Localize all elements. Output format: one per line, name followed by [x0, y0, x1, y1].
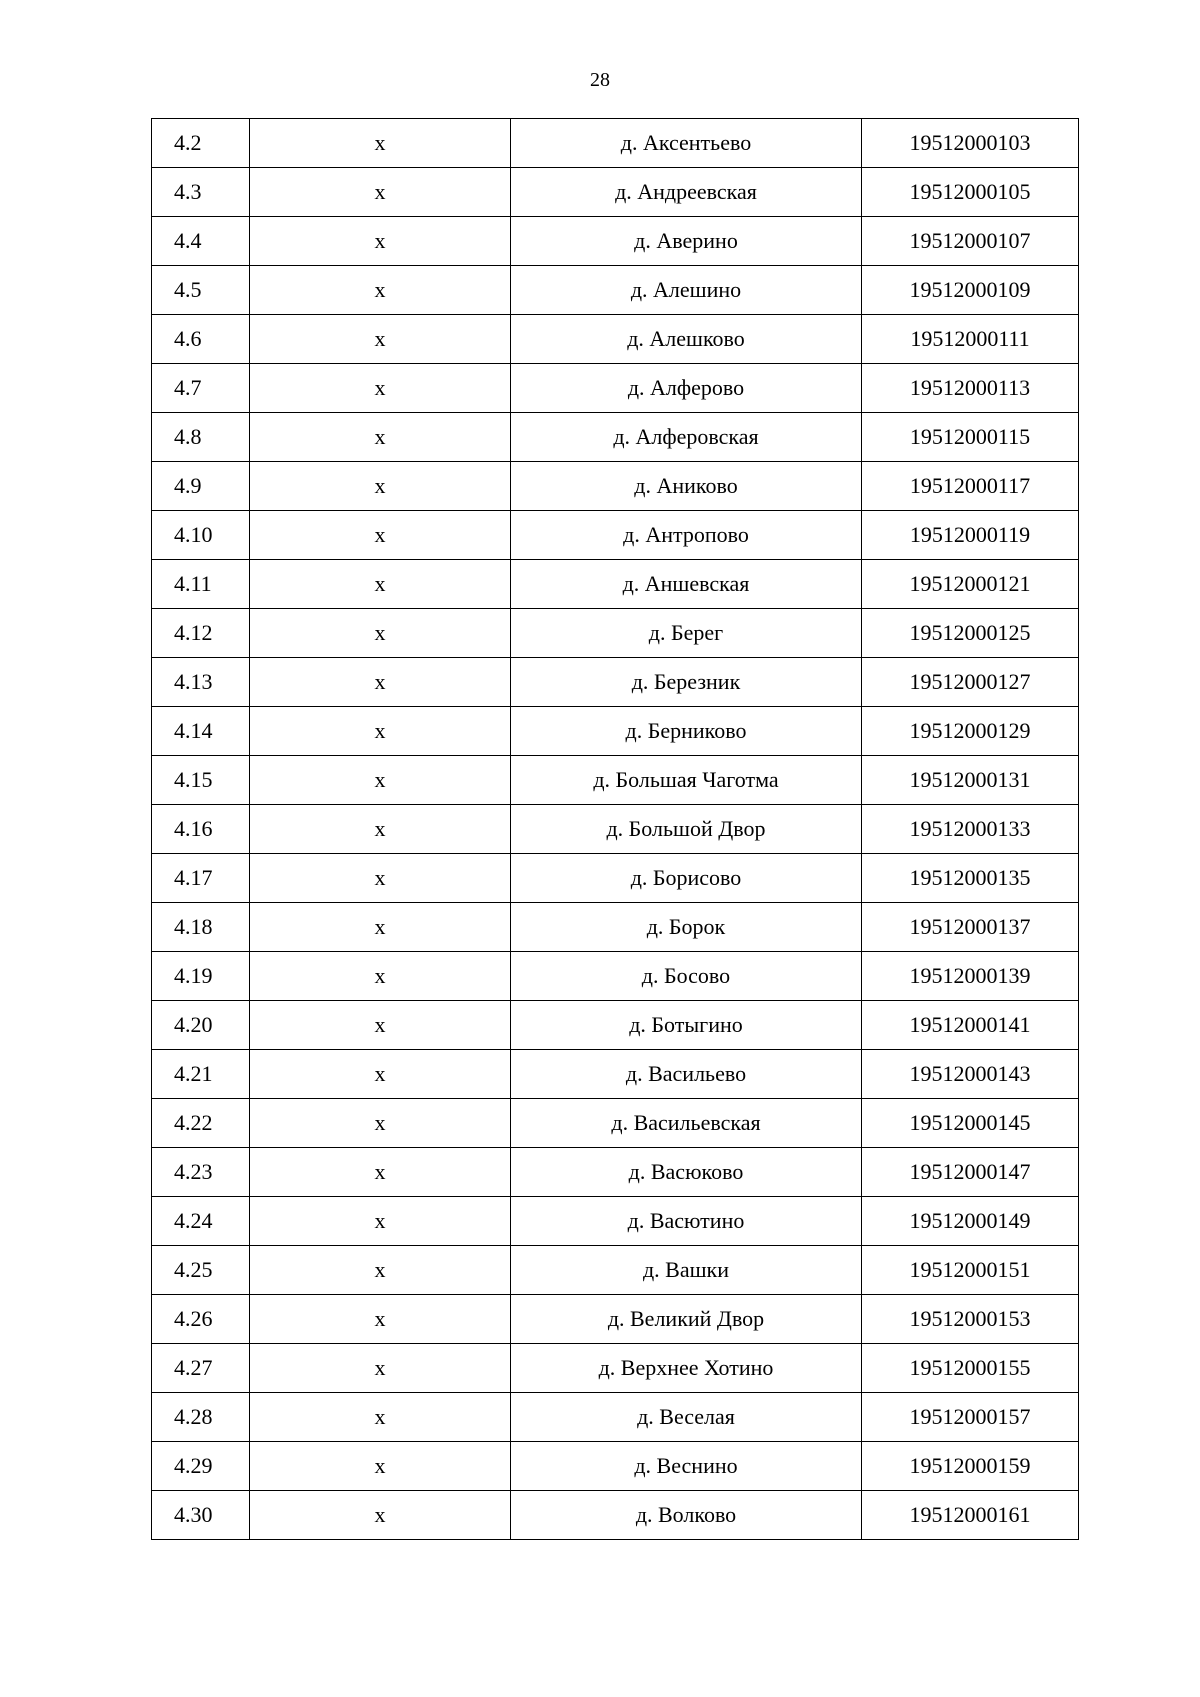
oktmo-code-cell: 19512000121: [862, 560, 1079, 609]
settlement-name-cell: д. Антропово: [511, 511, 862, 560]
row-number-cell: 4.6: [152, 315, 250, 364]
table-row: [152, 903, 1079, 952]
row-number-cell: 4.22: [152, 1099, 250, 1148]
oktmo-code-cell: 19512000109: [862, 266, 1079, 315]
mark-cell: x: [250, 315, 511, 364]
oktmo-code-cell: 19512000147: [862, 1148, 1079, 1197]
settlement-name-cell: д. Большой Двор: [511, 805, 862, 854]
oktmo-code-cell: 19512000149: [862, 1197, 1079, 1246]
oktmo-code-cell: 19512000151: [862, 1246, 1079, 1295]
table-row: [152, 1148, 1079, 1197]
oktmo-code-cell: 19512000131: [862, 756, 1079, 805]
table-row: [152, 119, 1079, 168]
settlement-name-cell: д. Веселая: [511, 1393, 862, 1442]
row-number-cell: 4.28: [152, 1393, 250, 1442]
row-number-cell: 4.23: [152, 1148, 250, 1197]
settlement-name-cell: д. Алферово: [511, 364, 862, 413]
mark-cell: x: [250, 462, 511, 511]
settlement-name-cell: д. Ботыгино: [511, 1001, 862, 1050]
oktmo-code-cell: 19512000139: [862, 952, 1079, 1001]
mark-cell: x: [250, 511, 511, 560]
row-number-cell: 4.21: [152, 1050, 250, 1099]
mark-cell: x: [250, 1295, 511, 1344]
settlement-name-cell: д. Васюково: [511, 1148, 862, 1197]
row-number-cell: 4.3: [152, 168, 250, 217]
settlement-name-cell: д. Большая Чаготма: [511, 756, 862, 805]
row-number-cell: 4.14: [152, 707, 250, 756]
table-row: [152, 413, 1079, 462]
row-number-cell: 4.10: [152, 511, 250, 560]
row-number-cell: 4.17: [152, 854, 250, 903]
oktmo-code-cell: 19512000119: [862, 511, 1079, 560]
oktmo-code-cell: 19512000157: [862, 1393, 1079, 1442]
settlement-name-cell: д. Алешино: [511, 266, 862, 315]
table-row: [152, 1246, 1079, 1295]
table-row: [152, 315, 1079, 364]
mark-cell: x: [250, 1442, 511, 1491]
oktmo-code-cell: 19512000141: [862, 1001, 1079, 1050]
table-row: [152, 1099, 1079, 1148]
row-number-cell: 4.4: [152, 217, 250, 266]
settlement-name-cell: д. Веснино: [511, 1442, 862, 1491]
table-row: [152, 1197, 1079, 1246]
table-row: [152, 756, 1079, 805]
mark-cell: x: [250, 707, 511, 756]
row-number-cell: 4.5: [152, 266, 250, 315]
settlement-name-cell: д. Васютино: [511, 1197, 862, 1246]
oktmo-code-cell: 19512000105: [862, 168, 1079, 217]
settlement-name-cell: д. Борисово: [511, 854, 862, 903]
row-number-cell: 4.13: [152, 658, 250, 707]
mark-cell: x: [250, 413, 511, 462]
table-row: [152, 511, 1079, 560]
table-row: [152, 1393, 1079, 1442]
mark-cell: x: [250, 805, 511, 854]
settlement-name-cell: д. Верхнее Хотино: [511, 1344, 862, 1393]
oktmo-code-cell: 19512000127: [862, 658, 1079, 707]
row-number-cell: 4.19: [152, 952, 250, 1001]
settlement-name-cell: д. Берниково: [511, 707, 862, 756]
oktmo-code-cell: 19512000143: [862, 1050, 1079, 1099]
mark-cell: x: [250, 364, 511, 413]
row-number-cell: 4.15: [152, 756, 250, 805]
table-row: [152, 952, 1079, 1001]
table-row: [152, 364, 1079, 413]
settlement-name-cell: д. Борок: [511, 903, 862, 952]
oktmo-code-cell: 19512000111: [862, 315, 1079, 364]
table-row: [152, 1050, 1079, 1099]
mark-cell: x: [250, 266, 511, 315]
row-number-cell: 4.29: [152, 1442, 250, 1491]
table-row: [152, 1491, 1079, 1540]
table-body: [152, 119, 1079, 1540]
row-number-cell: 4.27: [152, 1344, 250, 1393]
mark-cell: x: [250, 217, 511, 266]
settlement-name-cell: д. Васильевская: [511, 1099, 862, 1148]
row-number-cell: 4.8: [152, 413, 250, 462]
table-row: [152, 266, 1079, 315]
oktmo-code-cell: 19512000137: [862, 903, 1079, 952]
mark-cell: x: [250, 903, 511, 952]
mark-cell: x: [250, 1246, 511, 1295]
oktmo-code-cell: 19512000125: [862, 609, 1079, 658]
settlement-name-cell: д. Берег: [511, 609, 862, 658]
mark-cell: x: [250, 1344, 511, 1393]
settlement-name-cell: д. Волково: [511, 1491, 862, 1540]
table-row: [152, 658, 1079, 707]
table-row: [152, 1001, 1079, 1050]
oktmo-code-cell: 19512000129: [862, 707, 1079, 756]
mark-cell: x: [250, 1148, 511, 1197]
mark-cell: x: [250, 1393, 511, 1442]
table-row: [152, 1344, 1079, 1393]
row-number-cell: 4.18: [152, 903, 250, 952]
oktmo-code-cell: 19512000145: [862, 1099, 1079, 1148]
mark-cell: x: [250, 168, 511, 217]
mark-cell: x: [250, 560, 511, 609]
oktmo-code-cell: 19512000135: [862, 854, 1079, 903]
row-number-cell: 4.24: [152, 1197, 250, 1246]
oktmo-code-cell: 19512000161: [862, 1491, 1079, 1540]
row-number-cell: 4.25: [152, 1246, 250, 1295]
table-row: [152, 1442, 1079, 1491]
oktmo-code-cell: 19512000153: [862, 1295, 1079, 1344]
settlement-name-cell: д. Аншевская: [511, 560, 862, 609]
settlement-name-cell: д. Аверино: [511, 217, 862, 266]
mark-cell: x: [250, 1197, 511, 1246]
mark-cell: x: [250, 854, 511, 903]
settlement-name-cell: д. Васильево: [511, 1050, 862, 1099]
settlement-name-cell: д. Босово: [511, 952, 862, 1001]
mark-cell: x: [250, 119, 511, 168]
settlement-name-cell: д. Андреевская: [511, 168, 862, 217]
oktmo-code-cell: 19512000103: [862, 119, 1079, 168]
settlement-name-cell: д. Березник: [511, 658, 862, 707]
table-row: [152, 1295, 1079, 1344]
settlement-name-cell: д. Вашки: [511, 1246, 862, 1295]
table-row: [152, 854, 1079, 903]
table-row: [152, 805, 1079, 854]
table-row: [152, 217, 1079, 266]
table-row: [152, 560, 1079, 609]
oktmo-code-cell: 19512000115: [862, 413, 1079, 462]
table-row: [152, 707, 1079, 756]
table-row: [152, 462, 1079, 511]
settlement-name-cell: д. Аниково: [511, 462, 862, 511]
mark-cell: x: [250, 658, 511, 707]
oktmo-code-cell: 19512000107: [862, 217, 1079, 266]
settlement-name-cell: д. Алешково: [511, 315, 862, 364]
row-number-cell: 4.11: [152, 560, 250, 609]
mark-cell: x: [250, 756, 511, 805]
row-number-cell: 4.7: [152, 364, 250, 413]
oktmo-code-cell: 19512000113: [862, 364, 1079, 413]
settlement-name-cell: д. Аксентьево: [511, 119, 862, 168]
table-row: [152, 168, 1079, 217]
settlement-name-cell: д. Великий Двор: [511, 1295, 862, 1344]
row-number-cell: 4.2: [152, 119, 250, 168]
table-row: [152, 609, 1079, 658]
row-number-cell: 4.30: [152, 1491, 250, 1540]
mark-cell: x: [250, 1001, 511, 1050]
mark-cell: x: [250, 609, 511, 658]
oktmo-code-cell: 19512000155: [862, 1344, 1079, 1393]
row-number-cell: 4.9: [152, 462, 250, 511]
page-number: 28: [590, 69, 610, 91]
row-number-cell: 4.12: [152, 609, 250, 658]
row-number-cell: 4.26: [152, 1295, 250, 1344]
mark-cell: x: [250, 1491, 511, 1540]
settlement-name-cell: д. Алферовская: [511, 413, 862, 462]
mark-cell: x: [250, 952, 511, 1001]
oktmo-code-cell: 19512000159: [862, 1442, 1079, 1491]
mark-cell: x: [250, 1050, 511, 1099]
mark-cell: x: [250, 1099, 511, 1148]
oktmo-code-cell: 19512000133: [862, 805, 1079, 854]
row-number-cell: 4.20: [152, 1001, 250, 1050]
row-number-cell: 4.16: [152, 805, 250, 854]
settlements-table: [151, 118, 1079, 1540]
oktmo-code-cell: 19512000117: [862, 462, 1079, 511]
